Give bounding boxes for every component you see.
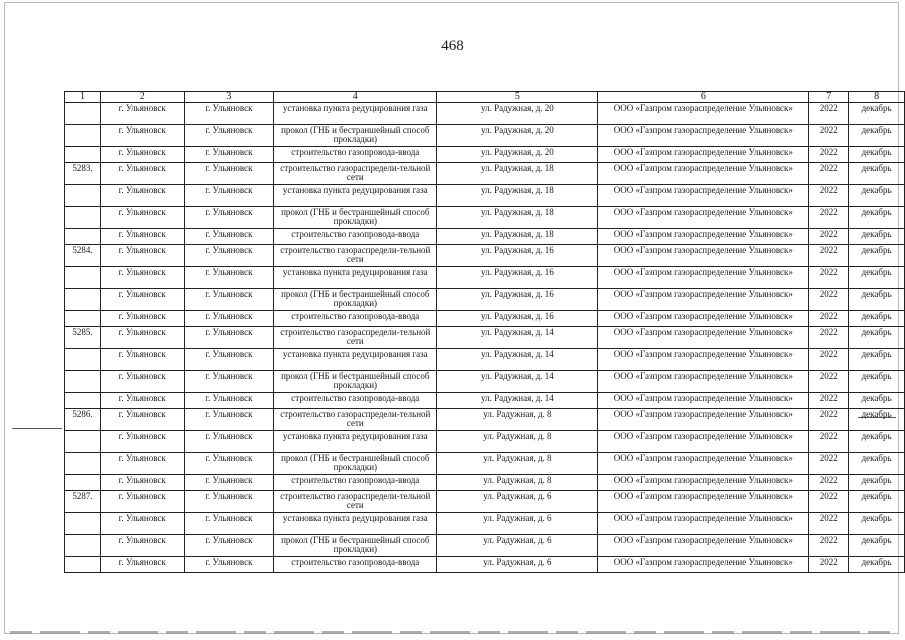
month-cell: декабрь: [849, 245, 905, 267]
locality-cell: г. Ульяновск: [184, 229, 274, 245]
row-number-cell: [65, 311, 101, 327]
table-row: [65, 513, 905, 535]
work-type-cell: установка пункта редуцирования газа: [274, 267, 437, 289]
city-cell: г. Ульяновск: [100, 125, 184, 147]
city-cell: г. Ульяновск: [100, 229, 184, 245]
year-cell: 2022: [809, 453, 849, 475]
address-cell: ул. Радужная, д. 16: [437, 245, 598, 267]
row-number-cell: 5284.: [65, 245, 101, 267]
month-cell: декабрь: [849, 163, 905, 185]
month-cell: декабрь: [849, 125, 905, 147]
month-cell: декабрь: [849, 453, 905, 475]
address-cell: ул. Радужная, д. 6: [437, 535, 598, 557]
locality-cell: г. Ульяновск: [184, 245, 274, 267]
city-cell: г. Ульяновск: [100, 327, 184, 349]
locality-cell: г. Ульяновск: [184, 207, 274, 229]
table-row: [65, 163, 905, 185]
address-cell: ул. Радужная, д. 20: [437, 147, 598, 163]
locality-cell: г. Ульяновск: [184, 125, 274, 147]
locality-cell: г. Ульяновск: [184, 147, 274, 163]
month-cell: декабрь: [849, 491, 905, 513]
address-cell: ул. Радужная, д. 18: [437, 229, 598, 245]
address-cell: ул. Радужная, д. 14: [437, 349, 598, 371]
month-cell: декабрь: [849, 207, 905, 229]
locality-cell: г. Ульяновск: [184, 371, 274, 393]
page-number: 468: [441, 38, 464, 54]
organization-cell: ООО «Газпром газораспределение Ульяновск»: [598, 431, 809, 453]
locality-cell: г. Ульяновск: [184, 327, 274, 349]
row-number-cell: [65, 125, 101, 147]
city-cell: г. Ульяновск: [100, 245, 184, 267]
table-row: [65, 311, 905, 327]
locality-cell: г. Ульяновск: [184, 311, 274, 327]
year-cell: 2022: [809, 163, 849, 185]
row-number-cell: [65, 393, 101, 409]
row-number-cell: [65, 453, 101, 475]
year-cell: 2022: [809, 245, 849, 267]
city-cell: г. Ульяновск: [100, 557, 184, 573]
organization-cell: ООО «Газпром газораспределение Ульяновск»: [598, 103, 809, 125]
column-header: 8: [849, 92, 905, 103]
work-type-cell: строительство газопровода-ввода: [274, 147, 437, 163]
work-type-cell: строительство газопровода-ввода: [274, 393, 437, 409]
year-cell: 2022: [809, 393, 849, 409]
address-cell: ул. Радужная, д. 18: [437, 163, 598, 185]
month-cell: декабрь: [849, 185, 905, 207]
table-row: [65, 409, 905, 431]
year-cell: 2022: [809, 125, 849, 147]
organization-cell: ООО «Газпром газораспределение Ульяновск»: [598, 327, 809, 349]
organization-cell: ООО «Газпром газораспределение Ульяновск»: [598, 185, 809, 207]
row-number-cell: [65, 289, 101, 311]
row-number-cell: [65, 349, 101, 371]
city-cell: г. Ульяновск: [100, 513, 184, 535]
year-cell: 2022: [809, 267, 849, 289]
table-row: [65, 245, 905, 267]
year-cell: 2022: [809, 371, 849, 393]
table-row: [65, 349, 905, 371]
work-type-cell: установка пункта редуцирования газа: [274, 103, 437, 125]
organization-cell: ООО «Газпром газораспределение Ульяновск»: [598, 207, 809, 229]
year-cell: 2022: [809, 185, 849, 207]
work-type-cell: прокол (ГНБ и бестраншейный способ прокладки): [274, 125, 437, 147]
table-row: [65, 207, 905, 229]
column-header: 7: [809, 92, 849, 103]
address-cell: ул. Радужная, д. 16: [437, 289, 598, 311]
organization-cell: ООО «Газпром газораспределение Ульяновск»: [598, 557, 809, 573]
organization-cell: ООО «Газпром газораспределение Ульяновск»: [598, 267, 809, 289]
row-number-cell: [65, 431, 101, 453]
organization-cell: ООО «Газпром газораспределение Ульяновск»: [598, 453, 809, 475]
year-cell: 2022: [809, 349, 849, 371]
city-cell: г. Ульяновск: [100, 163, 184, 185]
table-row: [65, 431, 905, 453]
row-number-cell: 5287.: [65, 491, 101, 513]
organization-cell: ООО «Газпром газораспределение Ульяновск»: [598, 125, 809, 147]
table-row: [65, 327, 905, 349]
month-cell: декабрь: [849, 267, 905, 289]
left-margin-mark: [12, 428, 62, 429]
month-cell: декабрь: [849, 147, 905, 163]
table-row: [65, 125, 905, 147]
organization-cell: ООО «Газпром газораспределение Ульяновск»: [598, 491, 809, 513]
year-cell: 2022: [809, 431, 849, 453]
table-row: [65, 453, 905, 475]
organization-cell: ООО «Газпром газораспределение Ульяновск»: [598, 245, 809, 267]
column-header: 1: [65, 92, 101, 103]
row-number-cell: [65, 535, 101, 557]
month-cell: декабрь: [849, 311, 905, 327]
month-cell: декабрь: [849, 513, 905, 535]
city-cell: г. Ульяновск: [100, 535, 184, 557]
address-cell: ул. Радужная, д. 8: [437, 453, 598, 475]
city-cell: г. Ульяновск: [100, 147, 184, 163]
locality-cell: г. Ульяновск: [184, 475, 274, 491]
work-type-cell: прокол (ГНБ и бестраншейный способ прокладки): [274, 453, 437, 475]
organization-cell: ООО «Газпром газораспределение Ульяновск»: [598, 311, 809, 327]
year-cell: 2022: [809, 311, 849, 327]
column-header: 2: [100, 92, 184, 103]
table-row: [65, 229, 905, 245]
year-cell: 2022: [809, 327, 849, 349]
work-type-cell: установка пункта редуцирования газа: [274, 513, 437, 535]
table-row: [65, 393, 905, 409]
organization-cell: ООО «Газпром газораспределение Ульяновск»: [598, 229, 809, 245]
column-header: 6: [598, 92, 809, 103]
year-cell: 2022: [809, 229, 849, 245]
city-cell: г. Ульяновск: [100, 289, 184, 311]
locality-cell: г. Ульяновск: [184, 163, 274, 185]
work-type-cell: строительство газопровода-ввода: [274, 557, 437, 573]
month-cell: декабрь: [849, 475, 905, 491]
month-cell: декабрь: [849, 409, 905, 431]
locality-cell: г. Ульяновск: [184, 103, 274, 125]
address-cell: ул. Радужная, д. 14: [437, 393, 598, 409]
work-type-cell: прокол (ГНБ и бестраншейный способ прокладки): [274, 371, 437, 393]
organization-cell: ООО «Газпром газораспределение Ульяновск»: [598, 349, 809, 371]
month-cell: декабрь: [849, 327, 905, 349]
address-cell: ул. Радужная, д. 6: [437, 557, 598, 573]
row-number-cell: [65, 371, 101, 393]
year-cell: 2022: [809, 289, 849, 311]
work-type-cell: строительство газораспредели-тельной сети: [274, 327, 437, 349]
row-number-cell: [65, 147, 101, 163]
city-cell: г. Ульяновск: [100, 393, 184, 409]
year-cell: 2022: [809, 103, 849, 125]
row-number-cell: [65, 229, 101, 245]
city-cell: г. Ульяновск: [100, 103, 184, 125]
year-cell: 2022: [809, 491, 849, 513]
address-cell: ул. Радужная, д. 6: [437, 513, 598, 535]
month-cell: декабрь: [849, 393, 905, 409]
column-header: 3: [184, 92, 274, 103]
organization-cell: ООО «Газпром газораспределение Ульяновск»: [598, 393, 809, 409]
row-number-cell: [65, 557, 101, 573]
year-cell: 2022: [809, 409, 849, 431]
city-cell: г. Ульяновск: [100, 453, 184, 475]
city-cell: г. Ульяновск: [100, 185, 184, 207]
city-cell: г. Ульяновск: [100, 371, 184, 393]
row-number-cell: 5283.: [65, 163, 101, 185]
organization-cell: ООО «Газпром газораспределение Ульяновск»: [598, 163, 809, 185]
table-row: [65, 103, 905, 125]
work-type-cell: установка пункта редуцирования газа: [274, 349, 437, 371]
city-cell: г. Ульяновск: [100, 475, 184, 491]
work-type-cell: строительство газораспредели-тельной сети: [274, 163, 437, 185]
month-cell: декабрь: [849, 557, 905, 573]
row-number-cell: [65, 475, 101, 491]
locality-cell: г. Ульяновск: [184, 349, 274, 371]
locality-cell: г. Ульяновск: [184, 185, 274, 207]
locality-cell: г. Ульяновск: [184, 409, 274, 431]
organization-cell: ООО «Газпром газораспределение Ульяновск»: [598, 475, 809, 491]
row-number-cell: [65, 103, 101, 125]
month-cell: декабрь: [849, 349, 905, 371]
address-cell: ул. Радужная, д. 20: [437, 125, 598, 147]
organization-cell: ООО «Газпром газораспределение Ульяновск»: [598, 513, 809, 535]
locality-cell: г. Ульяновск: [184, 513, 274, 535]
city-cell: г. Ульяновск: [100, 311, 184, 327]
address-cell: ул. Радужная, д. 18: [437, 207, 598, 229]
table-row: [65, 267, 905, 289]
column-header: 5: [437, 92, 598, 103]
work-type-cell: строительство газопровода-ввода: [274, 475, 437, 491]
month-cell: декабрь: [849, 229, 905, 245]
locality-cell: г. Ульяновск: [184, 557, 274, 573]
address-cell: ул. Радужная, д. 16: [437, 267, 598, 289]
scan-bottom-artifact: [10, 631, 890, 634]
city-cell: г. Ульяновск: [100, 267, 184, 289]
work-type-cell: прокол (ГНБ и бестраншейный способ прокладки): [274, 207, 437, 229]
table-row: [65, 535, 905, 557]
organization-cell: ООО «Газпром газораспределение Ульяновск»: [598, 147, 809, 163]
organization-cell: ООО «Газпром газораспределение Ульяновск»: [598, 371, 809, 393]
row-number-cell: [65, 207, 101, 229]
month-cell: декабрь: [849, 431, 905, 453]
address-cell: ул. Радужная, д. 6: [437, 491, 598, 513]
table-body: [65, 103, 905, 573]
city-cell: г. Ульяновск: [100, 349, 184, 371]
locality-cell: г. Ульяновск: [184, 289, 274, 311]
column-header: 4: [274, 92, 437, 103]
header-row: [65, 92, 905, 103]
row-number-cell: 5286.: [65, 409, 101, 431]
address-cell: ул. Радужная, д. 8: [437, 475, 598, 491]
table-row: [65, 371, 905, 393]
year-cell: 2022: [809, 147, 849, 163]
month-cell: декабрь: [849, 371, 905, 393]
address-cell: ул. Радужная, д. 18: [437, 185, 598, 207]
table-row: [65, 147, 905, 163]
organization-cell: ООО «Газпром газораспределение Ульяновск»: [598, 289, 809, 311]
month-cell: декабрь: [849, 103, 905, 125]
work-type-cell: строительство газораспредели-тельной сети: [274, 409, 437, 431]
work-type-cell: строительство газопровода-ввода: [274, 311, 437, 327]
row-number-cell: [65, 267, 101, 289]
address-cell: ул. Радужная, д. 8: [437, 431, 598, 453]
year-cell: 2022: [809, 513, 849, 535]
address-cell: ул. Радужная, д. 14: [437, 327, 598, 349]
table-row: [65, 491, 905, 513]
month-cell: декабрь: [849, 289, 905, 311]
year-cell: 2022: [809, 535, 849, 557]
address-cell: ул. Радужная, д. 8: [437, 409, 598, 431]
work-type-cell: прокол (ГНБ и бестраншейный способ прокладки): [274, 289, 437, 311]
city-cell: г. Ульяновск: [100, 409, 184, 431]
table-row: [65, 557, 905, 573]
locality-cell: г. Ульяновск: [184, 393, 274, 409]
city-cell: г. Ульяновск: [100, 491, 184, 513]
row-number-cell: 5285.: [65, 327, 101, 349]
address-cell: ул. Радужная, д. 16: [437, 311, 598, 327]
city-cell: г. Ульяновск: [100, 431, 184, 453]
locality-cell: г. Ульяновск: [184, 267, 274, 289]
table-row: [65, 185, 905, 207]
locality-cell: г. Ульяновск: [184, 453, 274, 475]
city-cell: г. Ульяновск: [100, 207, 184, 229]
row-number-cell: [65, 185, 101, 207]
table-row: [65, 475, 905, 491]
work-type-cell: строительство газораспредели-тельной сети: [274, 491, 437, 513]
organization-cell: ООО «Газпром газораспределение Ульяновск»: [598, 535, 809, 557]
year-cell: 2022: [809, 557, 849, 573]
month-cell: декабрь: [849, 535, 905, 557]
work-type-cell: установка пункта редуцирования газа: [274, 185, 437, 207]
work-type-cell: прокол (ГНБ и бестраншейный способ прокладки): [274, 535, 437, 557]
row-number-cell: [65, 513, 101, 535]
document-table: [64, 91, 905, 573]
organization-cell: ООО «Газпром газораспределение Ульяновск»: [598, 409, 809, 431]
year-cell: 2022: [809, 207, 849, 229]
work-type-cell: строительство газораспредели-тельной сети: [274, 245, 437, 267]
locality-cell: г. Ульяновск: [184, 535, 274, 557]
work-type-cell: установка пункта редуцирования газа: [274, 431, 437, 453]
address-cell: ул. Радужная, д. 14: [437, 371, 598, 393]
work-type-cell: строительство газопровода-ввода: [274, 229, 437, 245]
year-cell: 2022: [809, 475, 849, 491]
table-row: [65, 289, 905, 311]
address-cell: ул. Радужная, д. 20: [437, 103, 598, 125]
locality-cell: г. Ульяновск: [184, 431, 274, 453]
locality-cell: г. Ульяновск: [184, 491, 274, 513]
